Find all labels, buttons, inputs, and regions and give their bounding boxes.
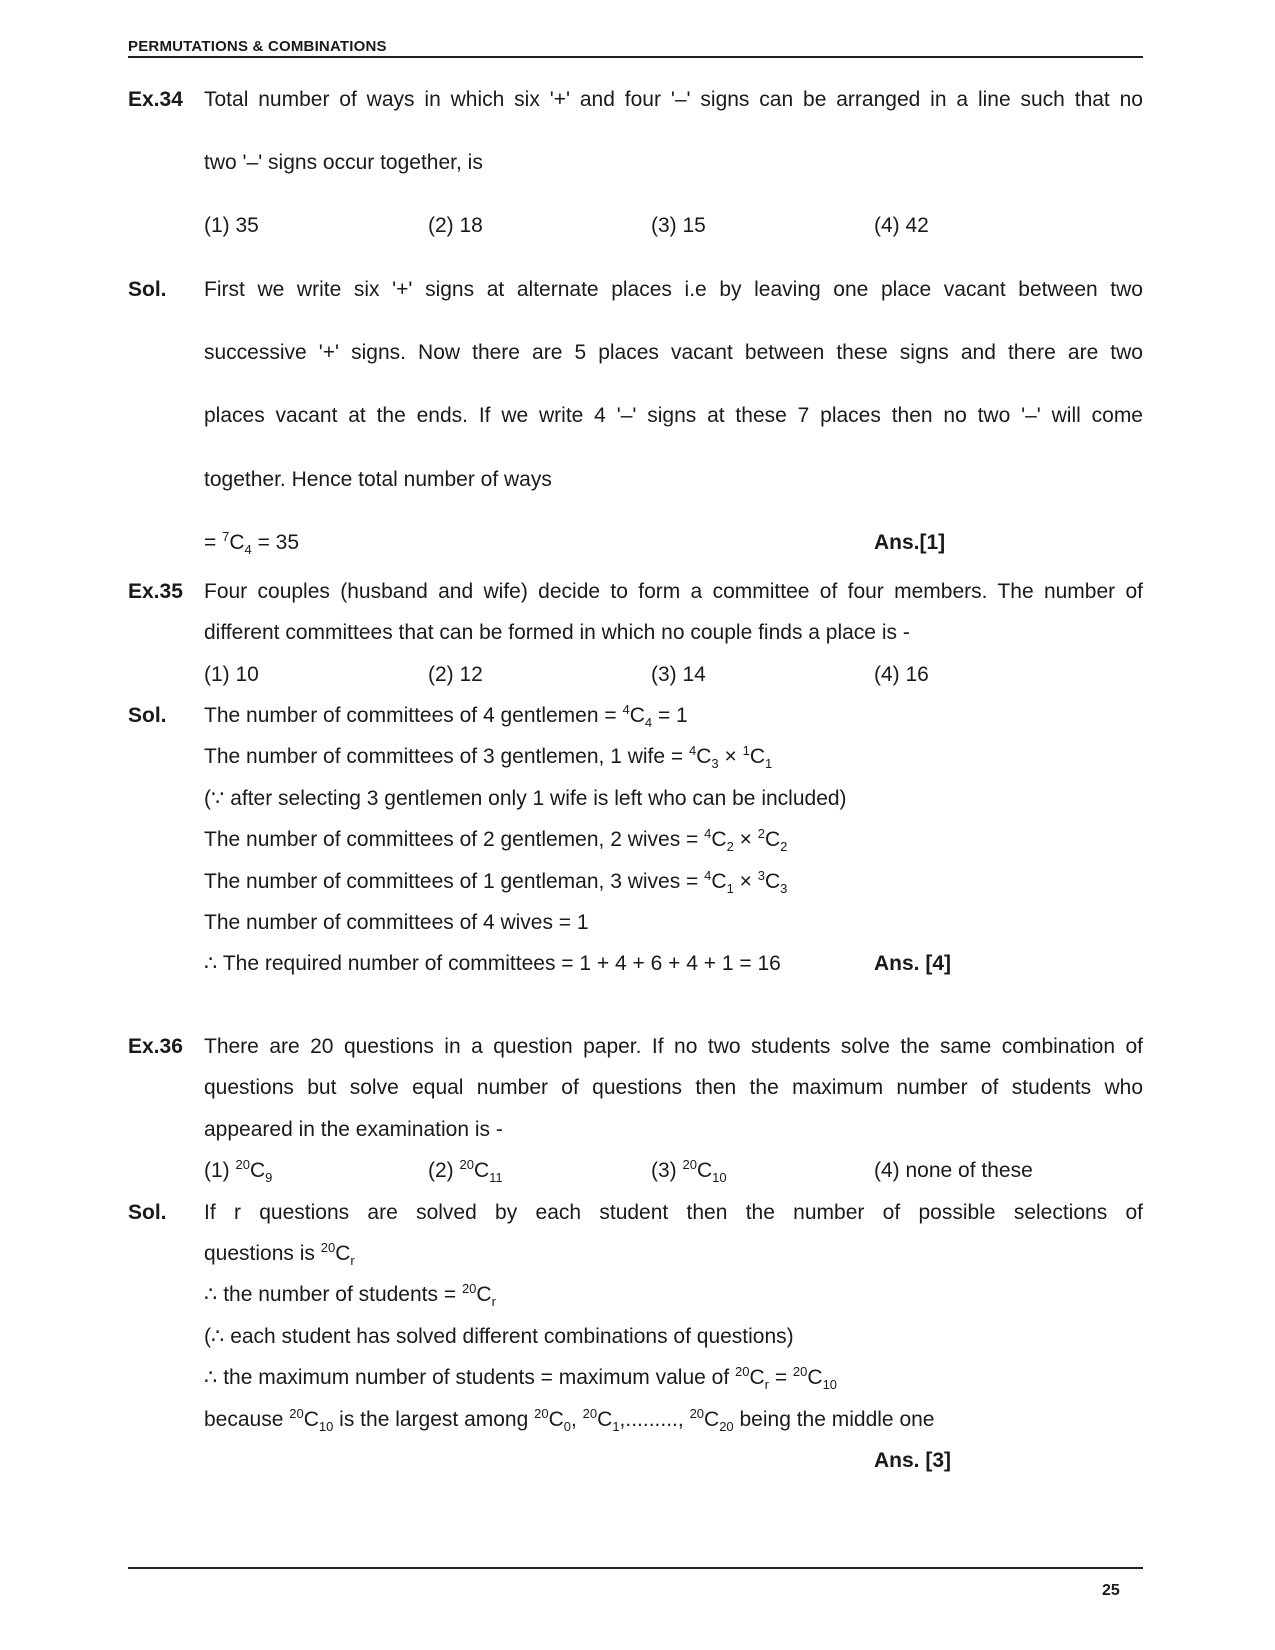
answer-label: Ans.[1] [874,531,946,554]
question-line: appeared in the examination is - [204,1118,503,1141]
solution-label: Sol. [128,1201,167,1224]
answer-label: Ans. [4] [874,952,952,975]
example-label: Ex.35 [128,580,183,603]
question-line: questions but solve equal number of questions then the maximum number of students who [204,1076,1143,1099]
solution-line: (∵ after selecting 3 gentlemen only 1 wife is left who can be included) [204,787,847,810]
solution-formula: = $^7C_4 = 35$ [204,529,300,557]
solution-line: because $^{20}C_{10}$ is the largest among $^{20}C_0$, $^{20}C_1$,........., $^{20}C_{20}$ being the middle one [204,1406,935,1434]
page-number: 25 [1102,1582,1120,1599]
solution-line: questions is $^{20}C_r$ [204,1240,355,1268]
solution-line: First we write six '+' signs at alternate places i.e by leaving one place vacant between two [204,278,1143,301]
answer-label: Ans. [3] [874,1449,952,1472]
solution-line: The number of committees of 4 wives = 1 [204,911,589,934]
option: (2) 12 [428,663,483,686]
solution-line: If r questions are solved by each student then the number of possible selections of [204,1201,1143,1224]
solution-line: successive '+' signs. Now there are 5 places vacant between these signs and there are two [204,341,1143,364]
option: (2) $^{20}C_{11}$ [428,1157,503,1185]
option: (1) 35 [204,214,259,237]
header-rule [128,56,1143,58]
question-line: different committees that can be formed in which no couple finds a place is - [204,621,910,644]
solution-label: Sol. [128,704,167,727]
solution-line: The number of committees of 3 gentlemen, 1 wife = $^4C_3 \times ^1C_1$ [204,743,773,771]
running-header: PERMUTATIONS & COMBINATIONS [128,38,387,55]
question-line: Total number of ways in which six '+' and four '–' signs can be arranged in a line such that no [204,88,1143,111]
solution-label: Sol. [128,278,167,301]
solution-line: ∴ the number of students = $^{20}C_r$ [204,1281,496,1309]
solution-line: The number of committees of 1 gentleman, 3 wives = $^4C_1 \times ^3C_3$ [204,868,788,896]
question-line: two '–' signs occur together, is [204,151,483,174]
question-line: There are 20 questions in a question paper. If no two students solve the same combination of [204,1035,1143,1058]
option: (4) none of these [874,1159,1033,1182]
question-line: Four couples (husband and wife) decide to form a committee of four members. The number of [204,580,1143,603]
solution-line: The number of committees of 2 gentlemen, 2 wives = $^4C_2 \times ^2C_2$ [204,826,788,854]
solution-line: ∴ the maximum number of students = maximum value of $^{20}C_r = ^{20}C_{10}$ [204,1364,838,1392]
option: (4) 42 [874,214,929,237]
option: (1) $^{20}C_9$ [204,1157,273,1185]
solution-line: (∴ each student has solved different combinations of questions) [204,1325,794,1348]
option: (3) $^{20}C_{10}$ [651,1157,727,1185]
solution-line: ∴ The required number of committees = 1 + 4 + 6 + 4 + 1 = 16 [204,952,781,975]
option: (1) 10 [204,663,259,686]
option: (3) 14 [651,663,706,686]
solution-line: places vacant at the ends. If we write 4 '–' signs at these 7 places then no two '–' will come [204,404,1143,427]
option: (3) 15 [651,214,706,237]
solution-line: together. Hence total number of ways [204,468,552,491]
option: (4) 16 [874,663,929,686]
footer-rule [128,1567,1143,1569]
example-label: Ex.34 [128,88,183,111]
example-label: Ex.36 [128,1035,183,1058]
solution-line: The number of committees of 4 gentlemen = $^4C_4 = 1$ [204,702,688,730]
option: (2) 18 [428,214,483,237]
